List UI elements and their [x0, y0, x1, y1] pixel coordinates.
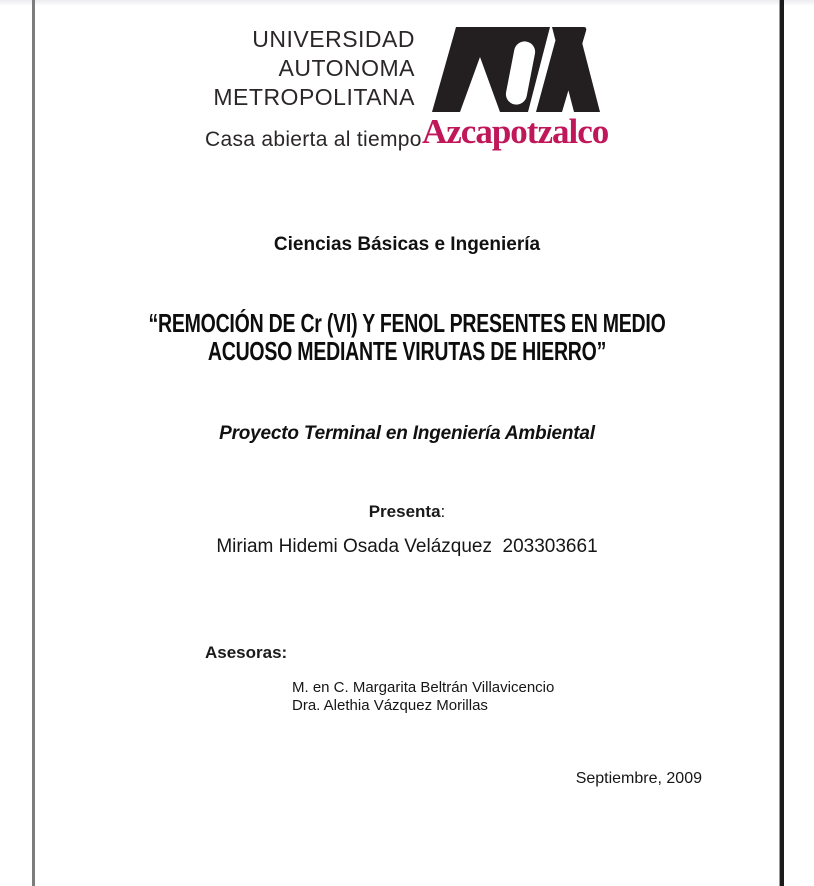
university-name-line: UNIVERSIDAD — [252, 26, 415, 52]
campus-name: Azcapotzalco — [422, 112, 609, 151]
division-title: Ciencias Básicas e Ingeniería — [273, 234, 541, 255]
date: Septiembre, 2009 — [575, 770, 702, 787]
uam-logo — [428, 27, 603, 112]
thesis-title-line2: ACUOSO MEDIANTE VIRUTAS DE HIERRO” — [207, 336, 607, 366]
advisor-name: M. en C. Margarita Beltrán Villavicencio — [292, 679, 555, 696]
university-name-line: AUTONOMA — [278, 55, 415, 81]
presents-line — [0, 502, 814, 522]
thesis-title — [102, 309, 713, 365]
advisor-names-block — [292, 679, 554, 715]
advisor-name: Dra. Alethia Vázquez Morillas — [292, 697, 488, 714]
advisors-label: Asesoras: — [205, 643, 288, 662]
presents-label: Presenta — [368, 502, 441, 521]
university-motto: Casa abierta al tiempo — [205, 128, 422, 151]
project-type: Proyecto Terminal en Ingeniería Ambiental — [219, 423, 595, 444]
university-name-block — [205, 25, 422, 154]
university-name-line: METROPOLITANA — [213, 84, 415, 110]
thesis-title-line1: “REMOCIÓN DE Cr (VI) Y FENOL PRESENTES EN MEDIO — [148, 308, 666, 338]
page-top-shadow — [0, 0, 814, 6]
presents-colon: : — [440, 502, 446, 521]
uam-logo-icon — [428, 27, 603, 112]
author-name: Miriam Hidemi Osada Velázquez 203303661 — [216, 536, 598, 557]
